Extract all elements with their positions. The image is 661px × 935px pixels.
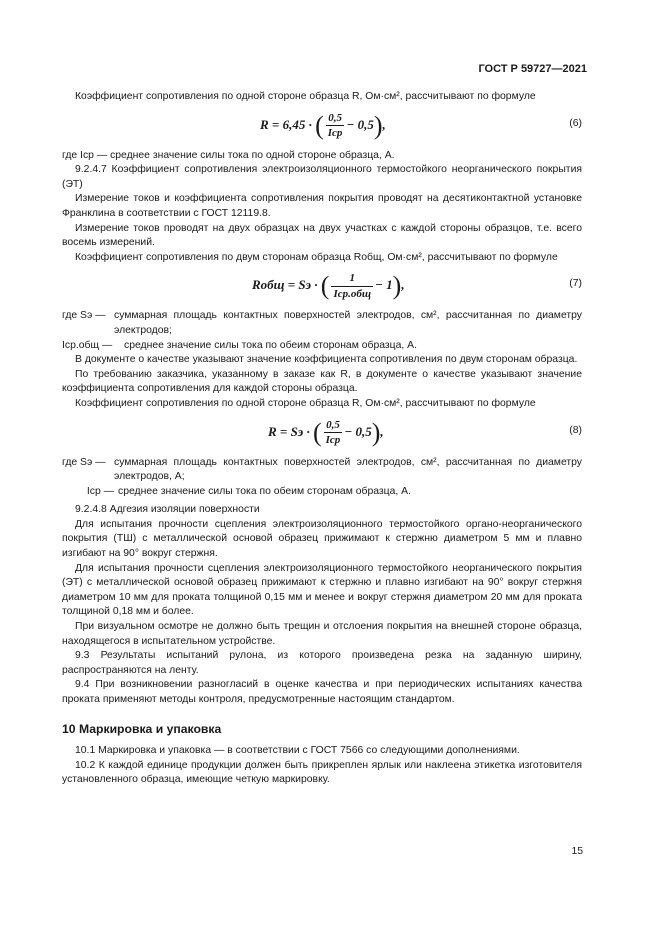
formula-7: Rобщ = Sэ · ( $\frac{1}{\text{Iср.общ}}$ − 1), (7) — [252, 271, 582, 301]
definition-se-2-body: суммарная площадь контактных поверхностей электродов, см², рассчитанная по диаметру электродов, А; — [114, 456, 582, 483]
formula-8-lhs: R = Sэ · — [268, 423, 310, 439]
section-9-3: 9.3 Результаты испытаний рулона, из которого произведена резка на заданную ширину, распространяются на ленту. — [62, 650, 582, 676]
formula-8-tail: − 0,5 — [344, 423, 372, 439]
definition-icp-2 — [62, 485, 582, 500]
definition-se-2 — [62, 456, 582, 485]
adhesion-paragraph-3: При визуальном осмотре не должно быть трещин и отслоения покрытия на внешней стороне образца, находящегося в испытательном устройстве. — [62, 621, 582, 647]
section-10-1: 10.1 Маркировка и упаковка — в соответствии с ГОСТ 7566 со следующими дополнениями. — [75, 745, 520, 757]
adhesion-paragraph-2: Для испытания прочности сцепления электроизоляционного термостойкого неорганического покрытия (ЭТ) с металлической основой образец прижимают к стержню и плавно изгибают на 90° вокруг стержня диаметром 10 мм для проката толщиной 0,15 мм и менее и вокруг стержня диаметром 20 мм для проката толщиной 0,18 мм и более. — [62, 562, 582, 618]
where-icp: где Iср — среднее значение силы тока по одной стороне образца, А. — [62, 149, 395, 161]
formula-6-den: Iср — [327, 127, 343, 140]
page-number: 15 — [571, 846, 583, 857]
formula-6-tail: − 0,5 — [346, 116, 374, 132]
document-paragraph-1: В документе о качестве указывают значение коэффициента сопротивления по двум сторонам образца. — [75, 354, 578, 366]
formula-6-lhs: R = 6,45 · — [260, 116, 312, 132]
measurement-paragraph-2: Измерение токов проводят на двух образцах на двух участках с каждой стороны образцов, т.е. всего восемь измерений. — [62, 222, 582, 249]
section-10-heading: 10 Маркировка и упаковка — [62, 721, 222, 736]
formula-7-num: 1 — [331, 271, 373, 287]
section-9-2-4-7: 9.2.4.7 Коэффициент сопротивления электроизоляционного термостойкого неорганического покрытия (ЭТ) — [62, 164, 582, 190]
intro-r-one-side: Коэффициент сопротивления по одной стороне образца R, Ом·см², рассчитывают по формуле — [75, 91, 536, 102]
formula-7-den: Iср.общ — [333, 287, 372, 300]
definition-icp-total-body: среднее значение силы тока по обеим сторонам образца, А. — [124, 339, 417, 351]
measurement-paragraph-1: Измерение токов и коэффициента сопротивления покрытия проводят на десятиконтактной установке Франклина в соответствии с ГОСТ 12119.8. — [62, 193, 582, 219]
intro-r-one-side-2: Коэффициент сопротивления по одной стороне образца R, Ом·см², рассчитывают по формуле — [75, 397, 536, 409]
definition-icp-total-term: Iср.общ — — [62, 339, 113, 351]
formula-6: R = 6,45 · ( $\frac{0,5}{\text{Iср}}$ − 0,5), (6) — [260, 110, 582, 140]
section-9-2-4-8: 9.2.4.8 Адгезия изоляции поверхности — [75, 504, 260, 516]
document-header: ГОСТ Р 59727—2021 — [478, 63, 587, 75]
formula-6-label: (6) — [569, 117, 582, 129]
formula-6-num: 0,5 — [326, 111, 345, 127]
adhesion-paragraph-1: Для испытания прочности сцепления электроизоляционного термостойкого органо-неорганического покрытия (ТШ) с металлической основой образец прижимают к стержню диаметром 5 мм и плавно изгибают на 90° вокруг стержня. — [62, 518, 582, 560]
definition-se-term: где Sэ — — [62, 310, 106, 322]
section-9-4: 9.4 При возникновении разногласий в оценке качества и при периодических испытаниях качества проката применяют методы контроля, предусмотренные настоящим стандартом. — [62, 679, 582, 705]
definition-se — [62, 309, 582, 338]
page-body — [62, 90, 582, 788]
section-10-2: 10.2 К каждой единице продукции должен быть прикреплен ярлык или наклеена этикетка изготовителя установленного образца, имеющие четкую маркировку. — [62, 759, 582, 786]
definition-icp-2-body: среднее значение силы тока по обеим сторонам образца, А. — [118, 485, 411, 497]
document-paragraph-2: По требованию заказчика, указанному в заказе как R, в документе о качестве указывают значение коэффициента сопротивления для каждой стороны образца. — [62, 368, 582, 395]
definition-se-body: суммарная площадь контактных поверхностей электродов, см², рассчитанная по диаметру электродов; — [114, 310, 582, 336]
formula-8-num: 0,5 — [324, 418, 343, 434]
intro-r-both-sides: Коэффициент сопротивления по двум сторонам образца Rобщ, Ом·см², рассчитывают по формуле — [75, 251, 558, 263]
formula-8: R = Sэ · ( $\frac{0,5}{\text{Iср}}$ − 0,5), (8) — [268, 417, 582, 447]
formula-7-tail: − 1 — [375, 277, 393, 293]
formula-8-label: (8) — [569, 424, 582, 436]
definition-icp-2-term: Iср — — [86, 485, 114, 497]
formula-8-den: Iср — [325, 434, 341, 447]
formula-7-lhs: Rобщ = Sэ · — [252, 277, 318, 293]
formula-7-label: (7) — [569, 278, 582, 290]
definition-icp-total — [62, 339, 582, 354]
definition-se-2-term: где Sэ — — [62, 456, 106, 468]
